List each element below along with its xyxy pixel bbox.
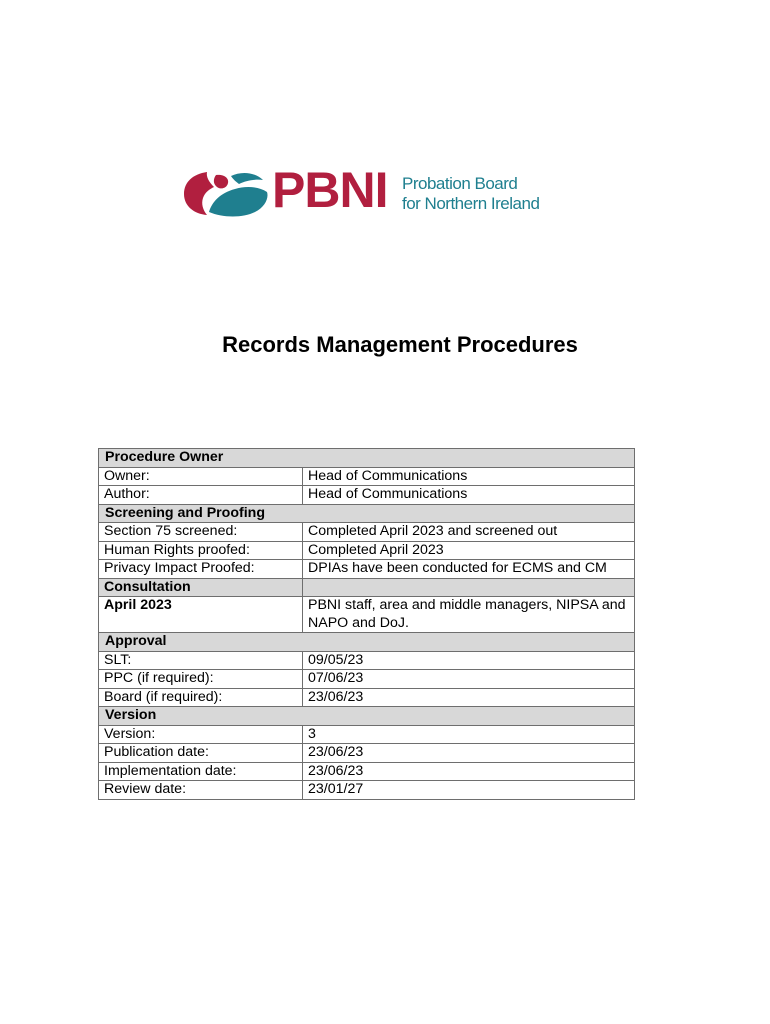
table-row	[99, 725, 635, 744]
section-heading: Screening and Proofing	[99, 504, 635, 523]
row-value: 07/06/23	[303, 670, 635, 689]
table-row	[99, 560, 635, 579]
table-row	[99, 597, 635, 633]
pbni-logo	[183, 162, 553, 218]
logo-tagline-line1: Probation Board	[402, 174, 518, 193]
row-value: 3	[303, 725, 635, 744]
row-value: Completed April 2023 and screened out	[303, 523, 635, 542]
procedure-info-table	[98, 448, 635, 800]
logo-tagline-line2: for Northern Ireland	[402, 194, 540, 213]
row-label: Publication date:	[99, 744, 303, 763]
section-header-procedure-owner	[99, 449, 635, 468]
row-value: 23/06/23	[303, 762, 635, 781]
table-row	[99, 486, 635, 505]
row-label: April 2023	[99, 597, 303, 633]
pbni-emblem-icon	[183, 168, 269, 218]
section-header-screening	[99, 504, 635, 523]
section-heading: Approval	[99, 633, 635, 652]
row-value: Head of Communications	[303, 486, 635, 505]
section-heading-blank	[303, 578, 635, 597]
section-header-consultation	[99, 578, 635, 597]
table-row	[99, 670, 635, 689]
row-value: PBNI staff, area and middle managers, NIPSA and NAPO and DoJ.	[303, 597, 635, 633]
section-header-approval	[99, 633, 635, 652]
row-value: 23/06/23	[303, 744, 635, 763]
row-label: Section 75 screened:	[99, 523, 303, 542]
row-value: 23/01/27	[303, 781, 635, 800]
row-label: Board (if required):	[99, 688, 303, 707]
table-row	[99, 781, 635, 800]
table-row	[99, 467, 635, 486]
row-value: 23/06/23	[303, 688, 635, 707]
row-label: PPC (if required):	[99, 670, 303, 689]
table-row	[99, 541, 635, 560]
section-heading: Procedure Owner	[99, 449, 635, 468]
row-label: Author:	[99, 486, 303, 505]
row-value: DPIAs have been conducted for ECMS and CM	[303, 560, 635, 579]
row-value: Head of Communications	[303, 467, 635, 486]
row-value: Completed April 2023	[303, 541, 635, 560]
table-row	[99, 762, 635, 781]
section-header-version	[99, 707, 635, 726]
table-row	[99, 651, 635, 670]
row-label: Version:	[99, 725, 303, 744]
section-heading: Version	[99, 707, 635, 726]
row-label: Implementation date:	[99, 762, 303, 781]
row-label: Privacy Impact Proofed:	[99, 560, 303, 579]
table-row	[99, 688, 635, 707]
table-row	[99, 744, 635, 763]
row-label: SLT:	[99, 651, 303, 670]
row-label: Owner:	[99, 467, 303, 486]
row-value: 09/05/23	[303, 651, 635, 670]
document-title: Records Management Procedures	[222, 332, 578, 357]
logo-wordmark: PBNI	[272, 162, 388, 218]
row-label: Review date:	[99, 781, 303, 800]
logo-tagline	[402, 174, 539, 214]
table-row	[99, 523, 635, 542]
row-label: Human Rights proofed:	[99, 541, 303, 560]
section-heading: Consultation	[99, 578, 303, 597]
